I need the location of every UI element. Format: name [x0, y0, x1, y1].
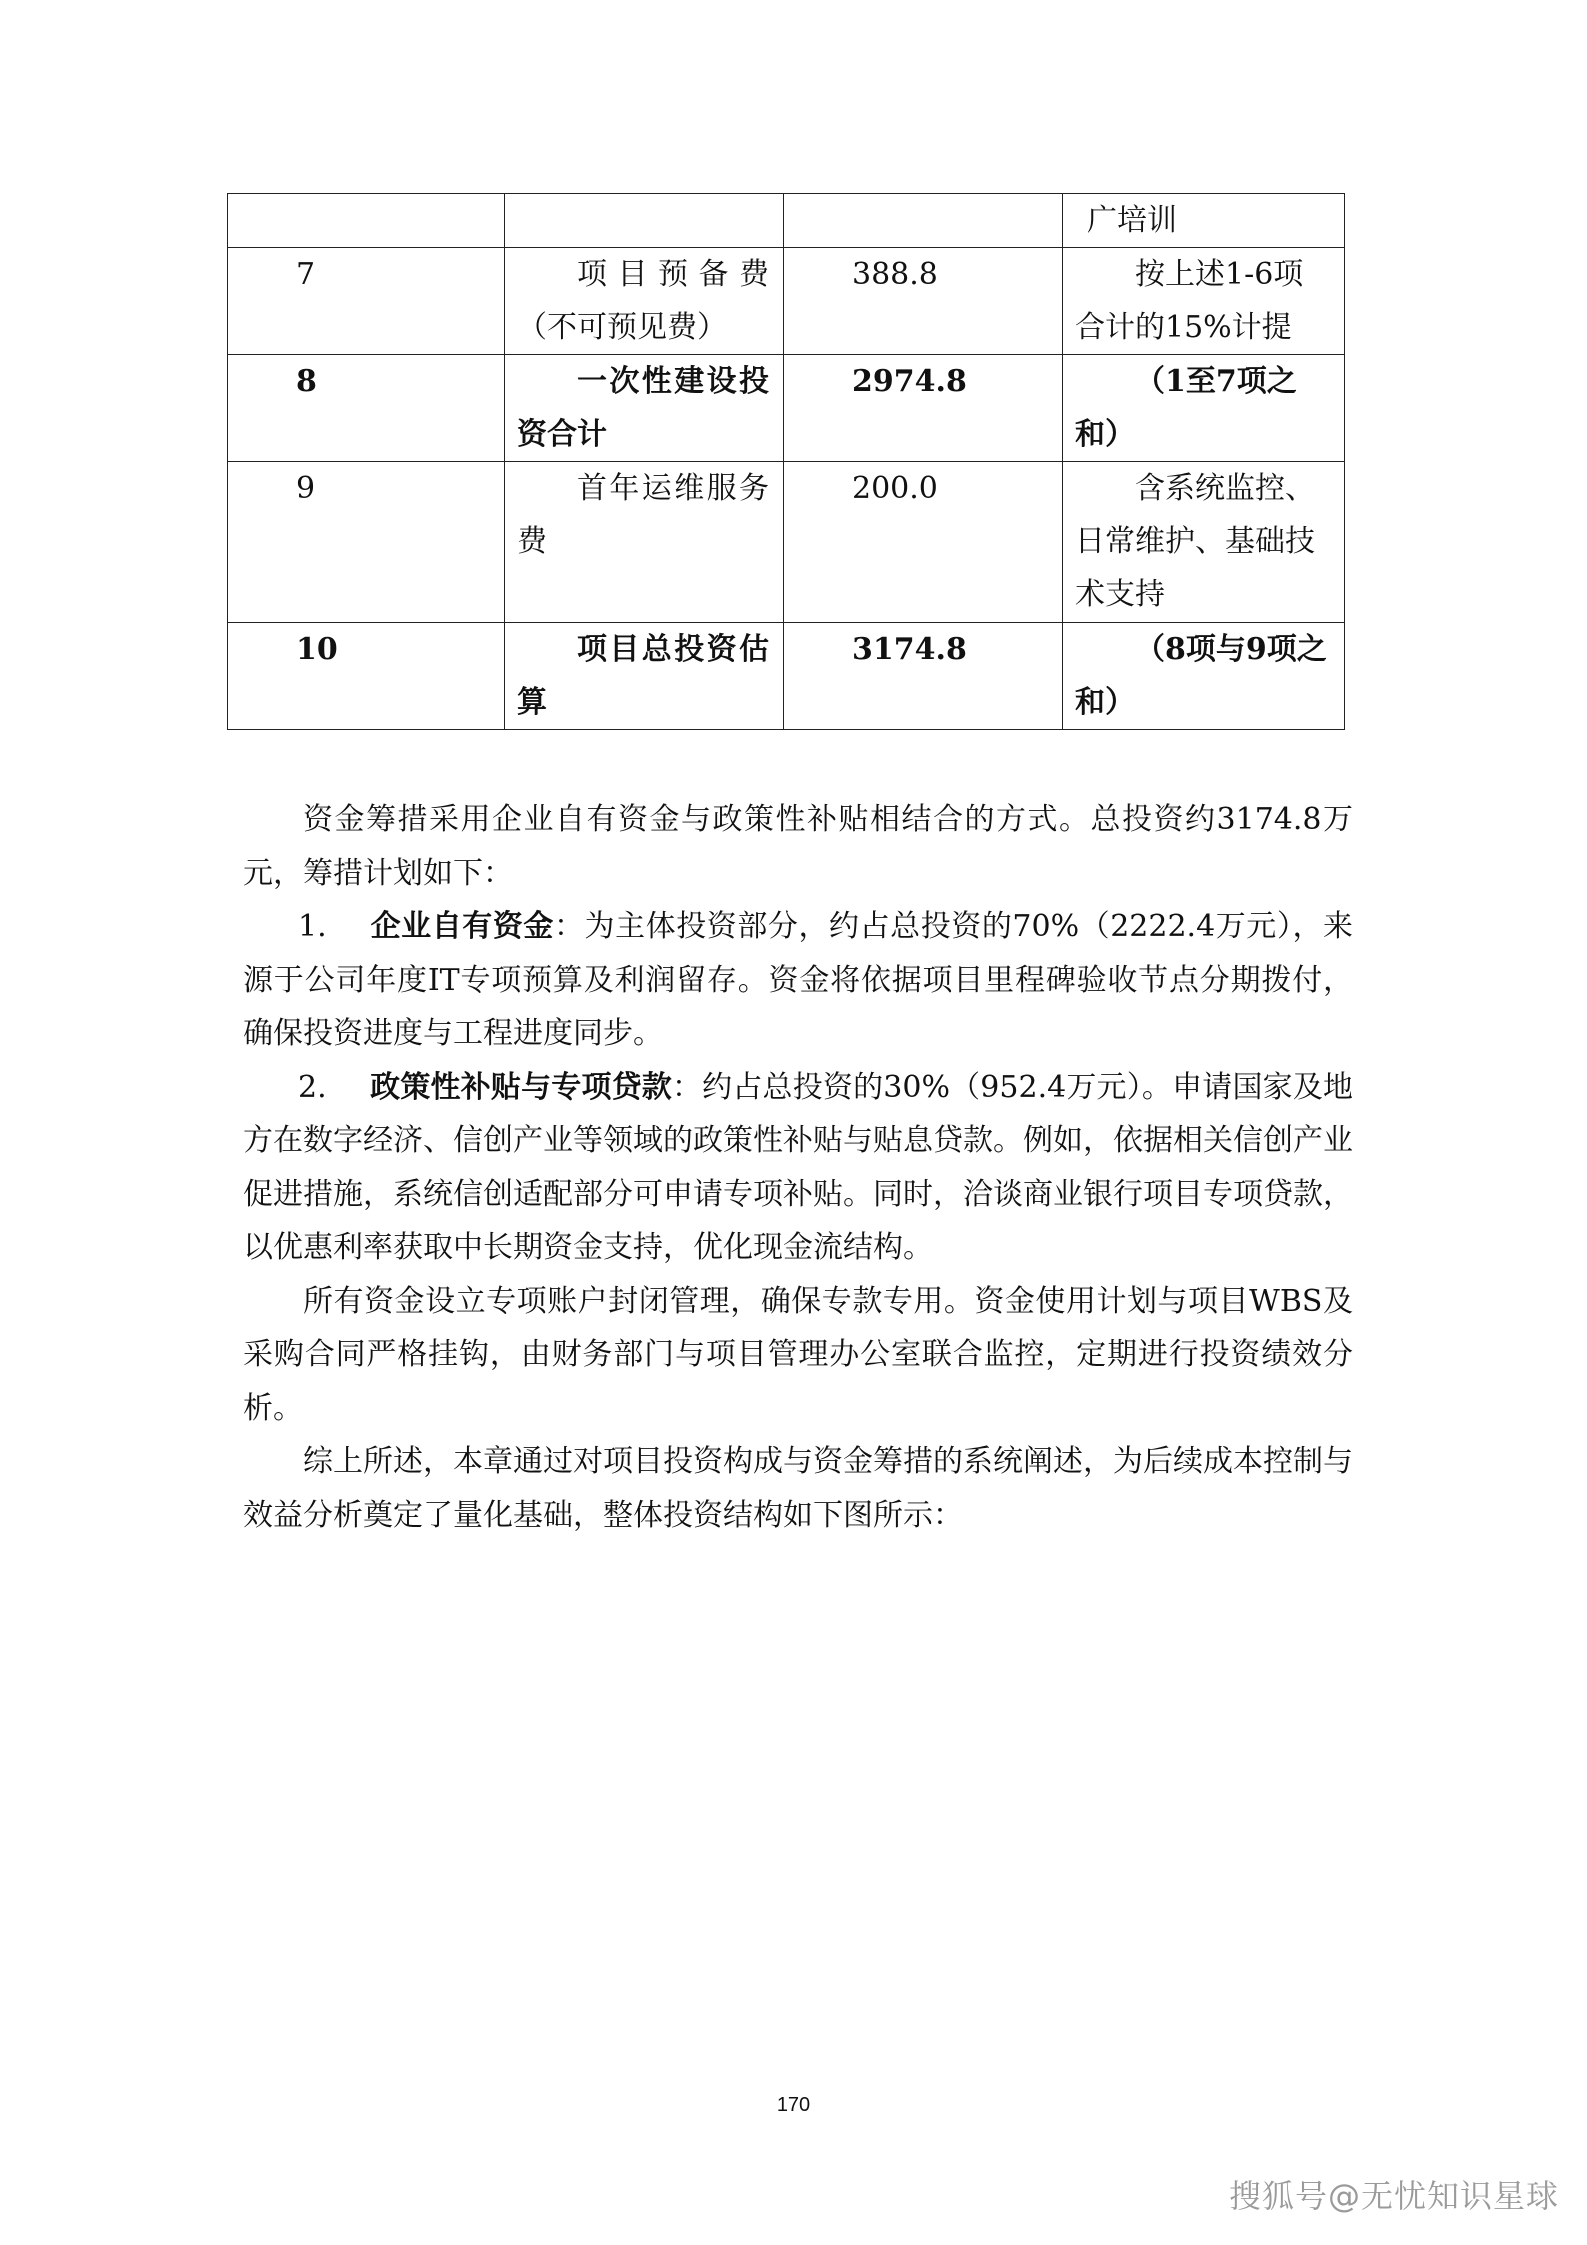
list-item-own-funds [243, 900, 1353, 1061]
row-number: 8 [228, 355, 505, 462]
body-text [243, 793, 1353, 1542]
row-number: 9 [228, 462, 505, 623]
funding-intro-paragraph: 资金筹措采用企业自有资金与政策性补贴相结合的方式。总投资约3174.8万元，筹措计划如下： [243, 802, 1353, 891]
list-text: ：约占总投资的30%（952.4万元）。申请国家及地方在数字经济、信创产业等领域的政策性补贴与贴息贷款。例如，依据相关信创产业促进措施，系统信创适配部分可申请专项补贴。同时，洽谈商业银行项目专项贷款，以优惠利率获取中长期资金支持，优化现金流结构。 [243, 1069, 1353, 1265]
row-number [228, 194, 505, 248]
row-number: 7 [228, 248, 505, 355]
table-row [228, 248, 1345, 355]
row-note: 按上述1-6项合计的15%计提 [1063, 248, 1345, 355]
list-lead: 政策性补贴与专项贷款 [370, 1069, 672, 1105]
row-note: （8项与9项之和） [1063, 623, 1345, 730]
row-item: 项目预备费（不可预见费） [505, 248, 784, 355]
row-amount: 3174.8 [784, 623, 1063, 730]
row-amount: 2974.8 [784, 355, 1063, 462]
row-amount: 200.0 [784, 462, 1063, 623]
row-item: 一次性建设投资合计 [505, 355, 784, 462]
row-item [505, 194, 784, 248]
row-amount [784, 194, 1063, 248]
list-text: ：为主体投资部分，约占总投资的70%（2222.4万元），来源于公司年度IT专项预算及利润留存。资金将依据项目里程碑验收节点分期拨付，确保投资进度与工程进度同步。 [243, 909, 1354, 1051]
row-note: （1至7项之和） [1063, 355, 1345, 462]
fund-management-paragraph: 所有资金设立专项账户封闭管理，确保专款专用。资金使用计划与项目WBS及采购合同严格挂钩，由财务部门与项目管理办公室联合监控，定期进行投资绩效分析。 [243, 1283, 1353, 1426]
row-note: 广培训 [1063, 194, 1345, 248]
watermark-text: 搜狐号@无忧知识星球 [1228, 2177, 1559, 2215]
table-row [228, 623, 1345, 730]
row-item: 项目总投资估算 [505, 623, 784, 730]
table-row [228, 355, 1345, 462]
table-row [228, 194, 1345, 248]
page-number: 170 [776, 2094, 811, 2116]
list-number: 2. [298, 1069, 327, 1105]
row-amount: 388.8 [784, 248, 1063, 355]
table-row [228, 462, 1345, 623]
summary-paragraph: 综上所述，本章通过对项目投资构成与资金筹措的系统阐述，为后续成本控制与效益分析奠定了量化基础，整体投资结构如下图所示： [243, 1444, 1353, 1533]
investment-table [227, 193, 1345, 730]
row-item: 首年运维服务费 [505, 462, 784, 623]
row-number: 10 [228, 623, 505, 730]
list-item-subsidy [243, 1061, 1353, 1275]
list-lead: 企业自有资金 [370, 909, 554, 944]
row-note: 含系统监控、日常维护、基础技术支持 [1063, 462, 1345, 623]
list-number: 1. [298, 909, 327, 944]
